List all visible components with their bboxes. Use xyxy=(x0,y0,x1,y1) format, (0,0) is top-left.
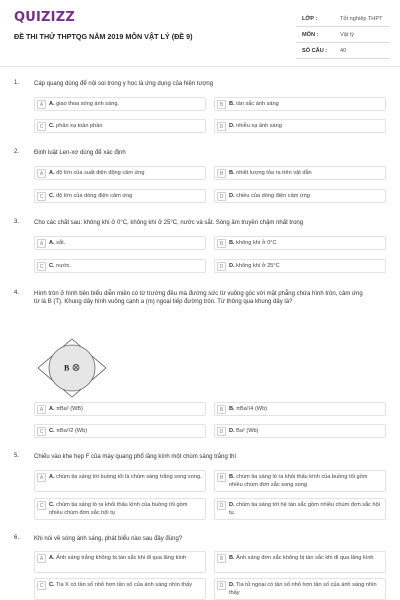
option-text: chùm tia sáng ló ra khỏi thấu kính của buồng tối gồm nhiều chùm đơn sắc song song xyxy=(229,474,368,488)
option-label: A. xyxy=(49,555,55,561)
question-number: 2. xyxy=(14,149,20,155)
option-text: πBa²/4 (Wb) xyxy=(236,406,268,412)
option-key: B xyxy=(217,473,226,482)
question-number: 6. xyxy=(14,535,20,541)
option-label: C. xyxy=(49,582,55,588)
option-c[interactable] xyxy=(34,119,206,133)
option-label: A. xyxy=(49,101,55,107)
option-label: D. xyxy=(229,502,235,508)
option-d[interactable] xyxy=(214,259,386,273)
question-number: 5. xyxy=(14,453,20,459)
option-b[interactable] xyxy=(214,236,386,250)
option-key: D xyxy=(217,501,226,510)
option-key: D xyxy=(217,192,226,201)
option-text: sắt. xyxy=(56,240,66,246)
option-b[interactable] xyxy=(214,402,386,416)
option-d[interactable] xyxy=(214,578,386,600)
field-region xyxy=(49,345,95,391)
option-c[interactable] xyxy=(34,189,206,203)
option-key: C xyxy=(37,192,46,201)
option-label: C. xyxy=(49,123,55,129)
question-text: Khi nói về sóng ánh sáng, phát biểu nào sau đây đúng? xyxy=(34,536,183,542)
option-d[interactable] xyxy=(214,119,386,133)
meta-value: Tốt nghiệp THPT xyxy=(340,16,383,22)
option-text: Ánh sáng đơn sắc không bị tán sắc khi đi qua lăng kính xyxy=(236,555,374,561)
question-text: Cho các chất sau: không khí ở 0°C, không khí ở 25°C, nước và sắt. Sóng âm truyền chậm nhất trong xyxy=(34,220,304,226)
option-text: chiều của dòng điện cảm ứng xyxy=(236,193,310,199)
meta-row-count xyxy=(296,44,390,59)
option-a[interactable] xyxy=(34,236,206,250)
option-key: A xyxy=(37,405,46,414)
question-number: 3. xyxy=(14,219,20,225)
option-key: C xyxy=(37,262,46,271)
option-b[interactable] xyxy=(214,551,386,573)
option-key: C xyxy=(37,581,46,590)
option-label: D. xyxy=(229,263,235,269)
question-text: Cáp quang dùng để nội soi trong y học là ứng dụng của hiện tượng xyxy=(34,81,214,87)
header-divider xyxy=(0,66,400,67)
field-label: B xyxy=(64,363,70,373)
option-label: D. xyxy=(229,123,235,129)
question-text: Chiếu vào khe hẹp F của máy quang phổ lăng kính một chùm sáng trắng thì xyxy=(34,454,237,460)
option-key: A xyxy=(37,169,46,178)
option-label: A. xyxy=(49,240,55,246)
option-key: D xyxy=(217,427,226,436)
question-number: 1. xyxy=(14,80,20,86)
quizizz-logo: QUIZIZZ xyxy=(14,10,75,25)
option-d[interactable] xyxy=(214,424,386,438)
option-label: C. xyxy=(49,193,55,199)
option-key: B xyxy=(217,169,226,178)
option-c[interactable] xyxy=(34,424,206,438)
option-key: D xyxy=(217,262,226,271)
meta-row-class xyxy=(296,12,390,27)
option-a[interactable] xyxy=(34,97,206,111)
meta-label: LỚP : xyxy=(302,16,318,22)
option-d[interactable] xyxy=(214,189,386,203)
option-label: C. xyxy=(49,263,55,269)
option-key: C xyxy=(37,501,46,510)
option-text: Tia tử ngoại có tần số nhỏ hơn tần số của ánh sáng nhìn thấy xyxy=(229,582,377,596)
option-text: không khí ở 0°C xyxy=(236,240,277,246)
option-text: πBa²/2 (Wb) xyxy=(56,428,88,434)
option-text: tán sắc ánh sáng xyxy=(236,101,279,107)
option-label: C. xyxy=(49,502,55,508)
option-text: nhiễu xạ ánh sáng xyxy=(236,123,282,129)
option-key: A xyxy=(37,100,46,109)
option-c[interactable] xyxy=(34,498,206,520)
option-a[interactable] xyxy=(34,166,206,180)
option-label: B. xyxy=(229,101,235,107)
option-c[interactable] xyxy=(34,259,206,273)
option-label: A. xyxy=(49,170,55,176)
question-text: Định luật Len-xơ dùng để xác định xyxy=(34,150,126,156)
option-a[interactable] xyxy=(34,402,206,416)
question-number: 4. xyxy=(14,290,20,296)
option-text: độ lớn của suất điện động cảm ứng xyxy=(56,170,145,176)
option-label: B. xyxy=(229,555,235,561)
option-key: B xyxy=(217,554,226,563)
option-label: B. xyxy=(229,240,235,246)
option-key: A xyxy=(37,473,46,482)
meta-value: 40 xyxy=(340,48,347,54)
option-key: B xyxy=(217,100,226,109)
option-key: C xyxy=(37,122,46,131)
option-label: B. xyxy=(229,170,235,176)
option-text: nhiệt lượng tỏa ra trên vật dẫn xyxy=(236,170,312,176)
circle-in-square-figure xyxy=(36,337,108,399)
option-text: Tia X có tần số nhỏ hơn tần số của ánh sáng nhìn thấy xyxy=(56,582,192,588)
option-label: D. xyxy=(229,582,235,588)
option-text: Ánh sáng trắng không bị tán sắc khi đi qua lăng kính xyxy=(56,555,187,561)
meta-label: MÔN : xyxy=(302,32,319,38)
option-text: Ba² (Wb) xyxy=(236,428,259,434)
option-label: D. xyxy=(229,428,235,434)
option-text: chùm tia sáng ló ra khỏi thấu kính của buồng tối gồm nhiều chùm đơn sắc hội tụ xyxy=(49,502,188,516)
option-b[interactable] xyxy=(214,166,386,180)
option-key: D xyxy=(217,122,226,131)
option-label: C. xyxy=(49,428,55,434)
option-b[interactable] xyxy=(214,470,386,492)
option-text: πBa² (WB) xyxy=(56,406,84,412)
meta-row-subject xyxy=(296,28,390,43)
option-text: chùm tia sáng tới hệ tán sắc gồm nhiều chùm đơn sắc hội tụ. xyxy=(229,502,380,516)
option-label: A. xyxy=(49,474,55,480)
option-a[interactable] xyxy=(34,470,206,492)
figure-svg xyxy=(36,337,108,399)
meta-value: Vật lý xyxy=(340,32,354,38)
meta-label: SỐ CÂU : xyxy=(302,48,328,54)
question-text: Hình tròn ở hình bên biểu diễn miền có từ trường đều mà đường sức từ vuông góc với mặt phẳng chứa hình tròn, cảm ứng từ là B (T). Khung dây hình vuông cạnh a (m) ngoại tiếp đường tròn. Từ thông qua khung dây là? xyxy=(34,291,363,305)
option-key: A xyxy=(37,239,46,248)
option-d[interactable] xyxy=(214,498,386,520)
worksheet-header xyxy=(0,0,400,66)
option-label: A. xyxy=(49,406,55,412)
option-key: C xyxy=(37,427,46,436)
option-key: D xyxy=(217,581,226,590)
option-key: B xyxy=(217,405,226,414)
option-c[interactable] xyxy=(34,578,206,600)
option-text: giao thoa sóng ánh sáng. xyxy=(56,101,119,107)
option-key: B xyxy=(217,239,226,248)
option-key: A xyxy=(37,554,46,563)
option-label: B. xyxy=(229,474,235,480)
exam-title: ĐỀ THI THỬ THPTQG NĂM 2019 MÔN VẬT LÝ (ĐỀ 9) xyxy=(14,32,193,41)
option-label: B. xyxy=(229,406,235,412)
option-text: độ lớn của dòng điện cảm ứng xyxy=(56,193,133,199)
option-a[interactable] xyxy=(34,551,206,573)
option-text: nước. xyxy=(56,263,72,269)
option-b[interactable] xyxy=(214,97,386,111)
option-text: phản xạ toàn phần xyxy=(56,123,103,129)
option-text: không khí ở 25°C xyxy=(236,263,280,269)
option-label: D. xyxy=(229,193,235,199)
option-text: chùm tia sáng tới buồng tối là chùm sáng trắng song song. xyxy=(56,474,202,480)
